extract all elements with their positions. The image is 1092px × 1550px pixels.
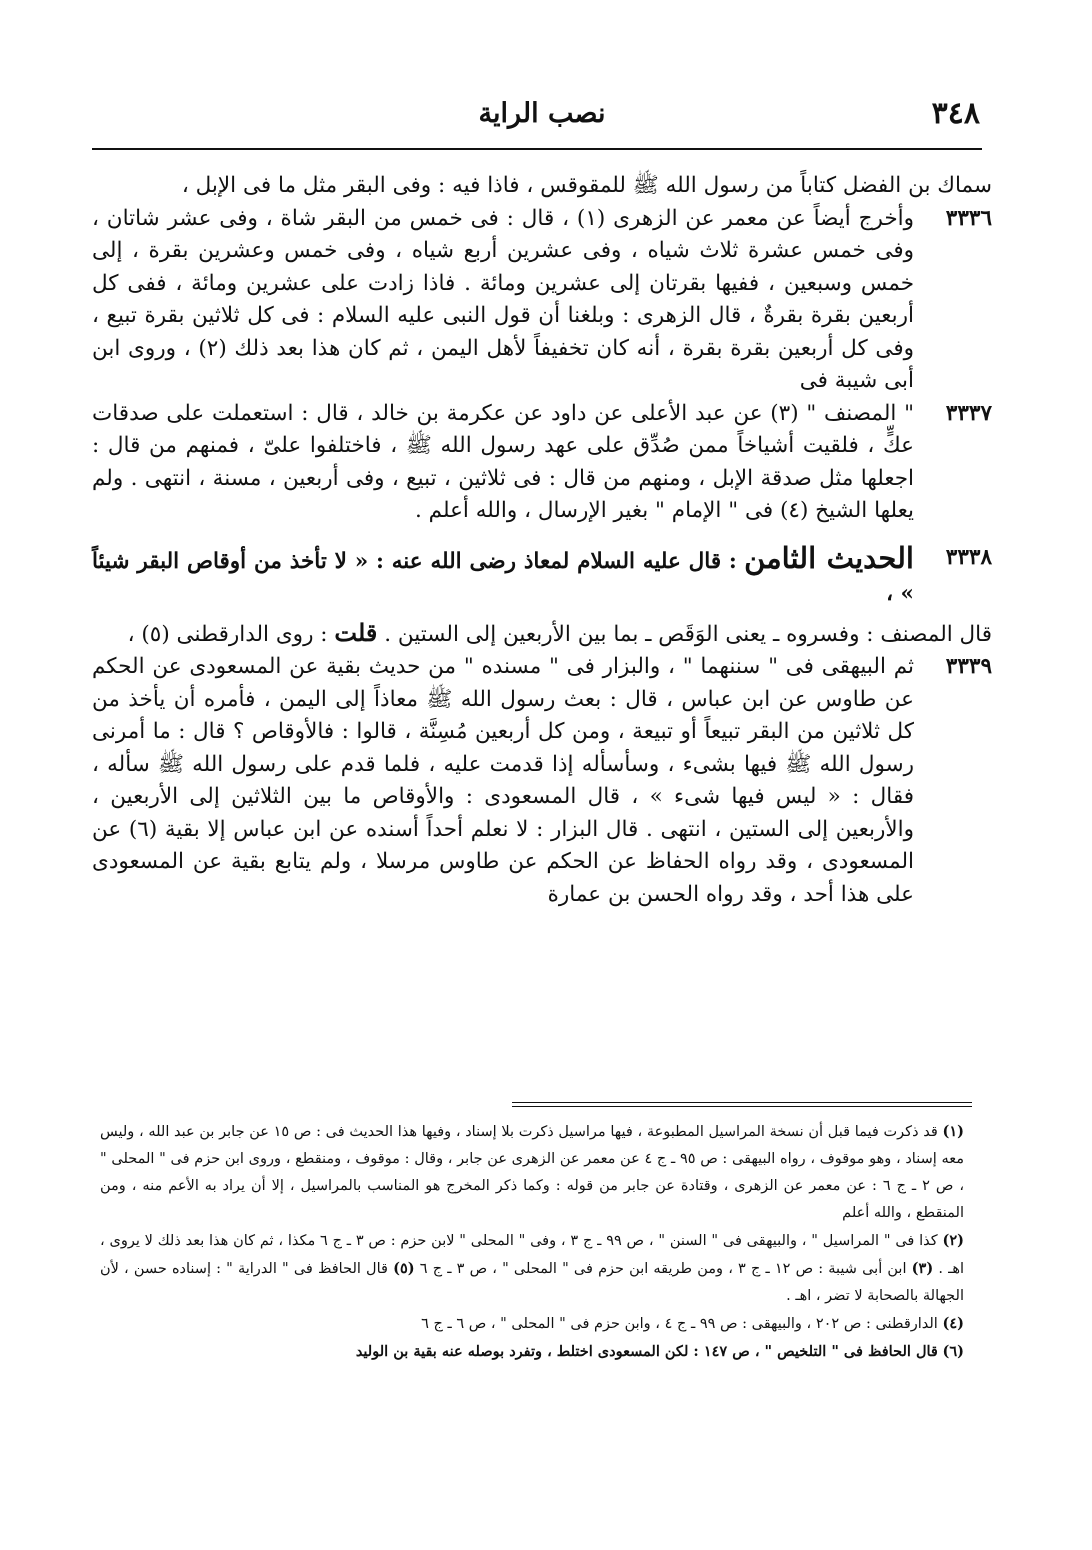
page-number: ٣٤٨: [931, 96, 980, 131]
footnote-rule: [512, 1106, 972, 1107]
hadith-number: ٣٣٣٧: [945, 400, 992, 426]
footnote-id: (٣): [911, 1260, 934, 1277]
page-header: [92, 96, 992, 142]
paragraph-text: وأخرج أيضاً عن معمر عن الزهرى (١) ، قال : فى خمس من البقر شاة ، وفى عشر شاتان ، وفى خمس عشرة ثلاث شياه ، وفى عشرين أربع شياه ، وفى خمس وعشرين بقرة ، إلى خمس وسبعين ، ففيها بقرتان إلى عشرين ومائة . فاذا زادت على عشرين ومائة ، ففى كل أربعين بقرة بقرةٌ ، قال الزهرى : وبلغنا أن قول النبى عليه السلام : فى كل ثلاثين بقرة تبيع ، وفى كل أربعين بقرة بقرة ، أنه كان تخفيفاً لأهل اليمن ، ثم كان هذا بعد ذلك (٢) ، وروى ابن أبى شيبة فى: [92, 205, 914, 393]
footnote-id: (٥): [393, 1260, 415, 1277]
footnote-id: (٦): [942, 1343, 964, 1360]
paragraph-text: ثم البيهقى فى " سننهما " ، والبزار فى " مسنده " من حديث بقية عن المسعودى عن الحكم عن طاوس عن ابن عباس ، قال : بعث رسول الله ﷺ معاذاً إلى اليمن ، فأمره أن يأخذ من كل ثلاثين من البقر تبيعاً أو تبيعة ، ومن كل أربعين مُسِنَّة ، قالوا : فالأوقاص ؟ قال : ما أمرنى رسول الله ﷺ فيها بشىء ، وسأسأله إذا قدمت عليه ، فلما قدم على رسول الله ﷺ سأله ، فقال : « ليس فيها شىء » ، قال المسعودى : والأوقاص ما بين الثلاثين إلى الأربعين ، والأربعين إلى الستين ، انتهى . قال البزار : لا نعلم أحداً أسنده عن ابن عباس إلا بقية (٦) عن المسعودى ، وقد رواه الحفاظ عن الحكم عن طاوس مرسلا ، ولم يتابع بقية عن المسعودى على هذا أحد ، وقد رواه الحسن بن عمارة: [92, 654, 914, 907]
main-text: [92, 170, 992, 911]
footnote-text: قال الحافظ فى " الدراية " : إسناده حسن ، لأن الجهالة بالصحابة لا تضر ، اهـ .: [100, 1261, 964, 1304]
qultu-marker: قلت: [334, 617, 378, 647]
footnote: [100, 1118, 986, 1227]
paragraph-3338: [92, 542, 992, 611]
hadith-number: ٣٣٣٩: [945, 654, 992, 679]
paragraph-3337: [92, 398, 992, 528]
footnote-rule: [512, 1102, 972, 1103]
footnote-id: (١): [942, 1123, 964, 1140]
spacer: [92, 528, 992, 542]
paragraph-text: " المصنف " (٣) عن عبد الأعلى عن داود عن عكرمة بن خالد ، قال : استعملت على صدقات عكٍّ ، فلقيت أشياخاً ممن صُدِّق على عهد رسول الله ﷺ ، فاختلفوا علىّ ، فمنهم من قال : اجعلها مثل صدقة الإبل ، ومنهم من قال : فى ثلاثين ، تبيع ، وفى أربعين ، مسنة ، انتهى . ولم يعلها الشيخ (٤) فى " الإمام " بغير الإرسال ، والله أعلم .: [92, 400, 914, 523]
footnote-id: (٢): [942, 1232, 965, 1249]
paragraph: [92, 617, 992, 652]
hadith-number: ٣٣٣٨: [945, 544, 992, 570]
hadith-heading: الحديث الثامن: [744, 540, 914, 575]
paragraph-3339: [92, 651, 992, 911]
footnote: [100, 1310, 986, 1338]
footnote-text: قال الحافظ فى " التلخيص " ، ص ١٤٧ : لكن المسعودى اختلط ، وتفرد بوصله عنه بقية بن الوليد: [355, 1343, 938, 1360]
footnote-id: (٤): [942, 1315, 964, 1332]
running-title: نصب الراية: [478, 98, 606, 129]
hadith-number: ٣٣٣٦: [945, 205, 992, 231]
paragraph-3336: [92, 203, 992, 398]
footnote-text: قد ذكرت فيما قبل أن نسخة المراسيل المطبوعة ، فيها مراسيل ذكرت بلا إسناد ، وفيها هذا الحديث فى : ص ١٥ عن جابر بن عبد الله ، وليس معه إسناد ، وهو موقوف ، رواه البيهقى : ص ٩٥ ـ ج ٤ عن معمر عن الزهرى عن جابر ، وقال : موقوف ، ومنقطع ، وروى ابن حزم فى " المحلى " ، ص ٢ ـ ج ٦ : عن معمر عن الزهرى ، وقتادة عن جابر من قوله : وكما ذكر المخرج هو المناسب بالمراسيل ، إلا أن يراد به الأعم منه ، ومن المنقطع ، والله أعلم: [100, 1124, 964, 1221]
paragraph-text: سماك بن الفضل كتاباً من رسول الله ﷺ للمقوقس ، فاذا فيه : وفى البقر مثل ما فى الإبل ،: [181, 173, 992, 198]
paragraph-text: قال المصنف : وفسروه ـ يعنى الوَقَص ـ بما بين الأربعين إلى الستين .: [384, 621, 992, 647]
header-rule: [92, 148, 982, 150]
footnotes: [100, 1118, 986, 1366]
footnote-text: الدارقطنى : ص ٢٠٢ ، والبيهقى : ص ٩٩ ـ ج ٤ ، وابن حزم فى " المحلى " ، ص ٦ ـ ج ٦: [421, 1316, 938, 1332]
hadith-text: : قال عليه السلام لمعاذ رضى الله عنه : « لا تأخذ من أوقاص البقر شيئاً » ،: [92, 548, 914, 606]
paragraph-text: : روى الدارقطنى (٥) ،: [127, 621, 328, 647]
footnote: [100, 1338, 986, 1366]
footnote: [100, 1227, 986, 1310]
paragraph: [92, 170, 992, 203]
footnote-text: ابن أبى شيبة : ص ١٢ ـ ج ٣ ، ومن طريقه ابن حزم فى " المحلى " ، ص ٣ ـ ج ٦: [419, 1261, 907, 1277]
footnote-text: كذا فى " المراسيل " ، والبيهقى فى " السنن " ، ص ٩٩ ـ ج ٣ ، وفى " المحلى " لابن حزم : ص ٣ ـ ج ٦ مكذا ، ثم كان هذا بعد ذلك لا يروى ، اهـ .: [100, 1233, 965, 1277]
